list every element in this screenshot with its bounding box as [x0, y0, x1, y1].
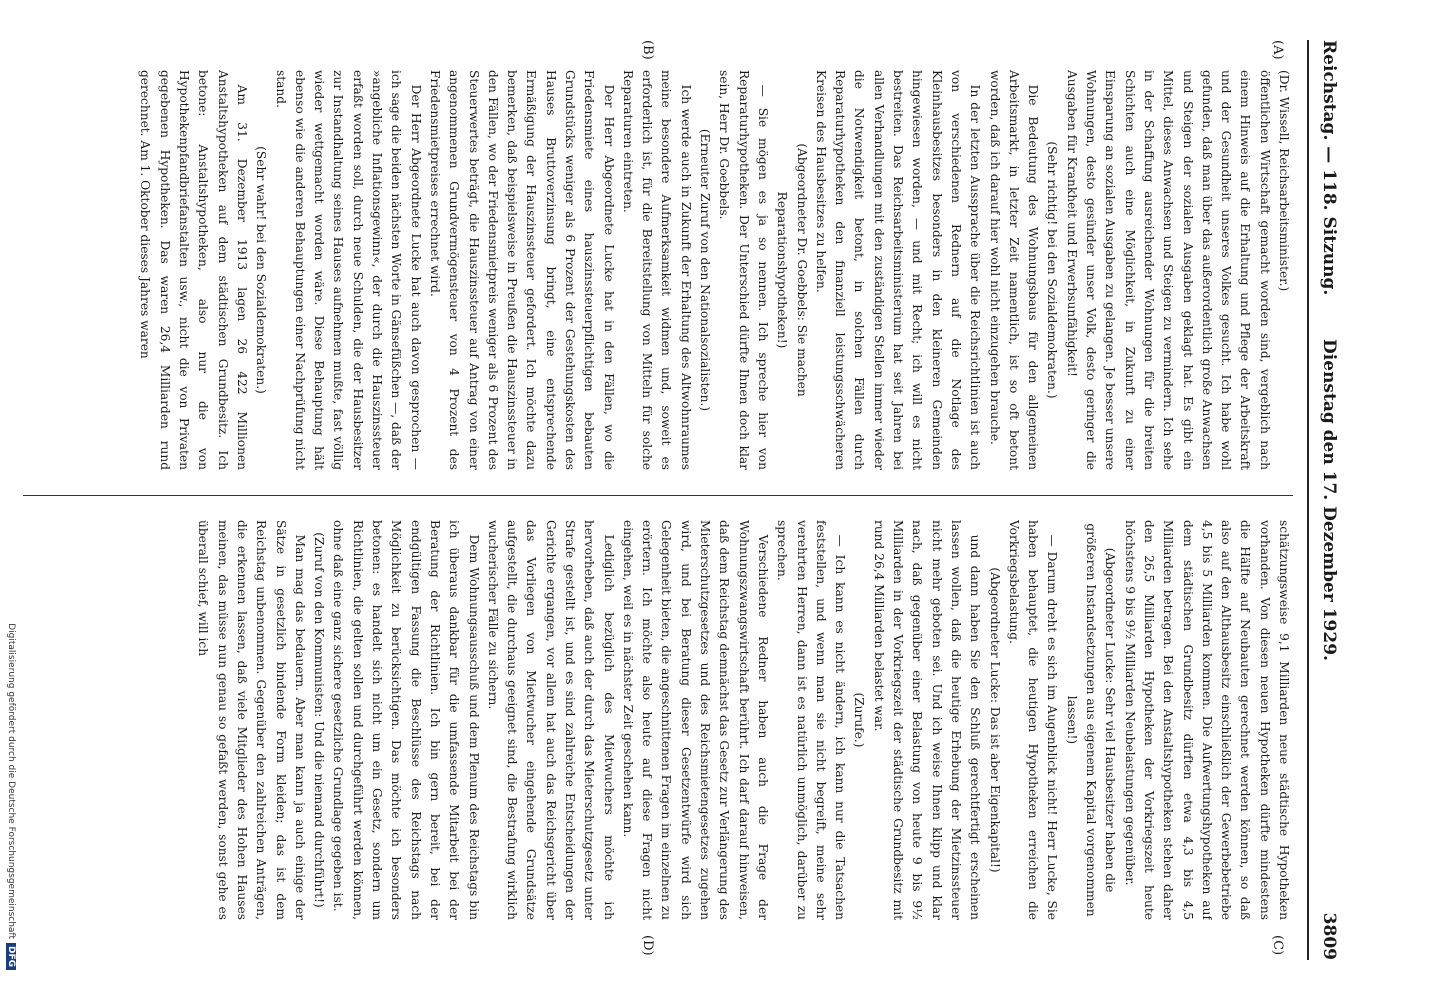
interjection: (Abgeordneter Lucke: Sehr viel Hausbesitzer haben die größeren Instandsetzungen aus eigenem Kapital vorgenommen lassen!) — [1064, 523, 1118, 917]
credit-text: Digitalisierung gefördert durch die Deutsche Forschungsgemeinschaft — [6, 623, 16, 939]
paragraph: — Ich kann es nicht ändern, ich kann nur die Tatsachen feststellen, und wenn man sie nicht begreift, meine sehr verehrten Herren, dann ist es natürlich unmöglich, darüber zu sprechen. — [775, 520, 848, 920]
paragraph: Verschiedene Redner haben auch die Frage der Wohnungszwangswirtschaft berührt. Ich darf darauf hinweisen, daß dem Reichstag demnächst das Gesetz zur Verlängerung des Mieterschutzgesetzes und des Reichsmietengesetzes zugehen wird, und bei Beratung dieser Gesetzentwürfe wird sich Gelegenheit bieten, die angeschnittenen Fragen im einzelnen zu erörtern. Ich möchte also heute auf diese Fragen nicht eingehen, weil es in nächster Zeit geschehen kann. — [620, 520, 770, 920]
interjection: (Zuruf von den Kommunisten: Und die niemand durchführt!) — [312, 532, 327, 908]
text-column-left — [23, 70, 1293, 470]
paragraph: schätzungsweise 9,1 Milliarden neue städtische Hypotheken vorhanden. Von diesen neuen Hypotheken dürfte mindestens die Hälfte auf Neubauten gerechnet werden können, so daß also auf den Althausbesitz einschließlich der Gewerbebetriebe 4,5 bis 5 Milliarden kommen. Die Aufwertungshypotheken auf dem städtischen Grundbesitz dürften etwa 4,3 bis 4,5 Milliarden betragen. Bei den Anstaltshypotheken stehen daher den 26,5 Milliarden Hypotheken der Vorkriegszeit heute höchstens 9 bis 9½ Milliarden Neubelastungen gegenüber. — [1122, 520, 1291, 920]
paragraph: Ich werde auch in Zukunft der Erhaltung des Altwohnraumes meine besondere Aufmerksamkeit widmen und, soweit es erforderlich ist, für die Bereitstellung von Mitteln für solche Reparaturen eintreten. — [620, 70, 693, 470]
dfg-logo: DFG — [6, 943, 16, 970]
paragraph: öffentlichen Wirtschaft gemacht worden sind, vergeblich nach einem Hinweis auf die Erhaltung und Pflege der Arbeitskraft und der Gesundheit unseres Volkes gesucht. Ich habe wohl gefunden, daß man über das außerordentlich große Anwachsen und Steigen der sozialen Ausgaben geklagt hat. Es gibt ein Mittel, dieses Anwachsen und Steigen zu vermindern. Ich sehe in der Schaffung ausreichender Wohnungen für die breiten Schichten auch eine Möglichkeit, in Zukunft zu einer Einsparung an sozialen Ausgaben zu gelangen. Je besser unsere Wohnungen, desto gesünder unser Volk, desto geringer die Ausgaben für Krankheit und Erwerbsunfähigkeit! — [1064, 70, 1272, 470]
paragraph: Dem Wohnungsausschuß und dem Plenum des Reichstags bin ich überaus dankbar für die umfassende Mitarbeit bei der Beratung der Richtlinien. Ich bin gern bereit, bei der endgültigen Fassung die Beschlüsse des Reichstags nach Möglichkeit zu berücksichtigen. Das möchte ich besonders betonen: es handelt sich nicht um ein Gesetz, sondern um Richtlinien, die gelten sollen und durchgeführt werden können, ohne daß eine ganz sichere gesetzliche Grundlage gegeben ist. — [331, 520, 481, 920]
interjection: (Zurufe.) — [852, 692, 867, 748]
page-number: 3809 — [1319, 912, 1339, 960]
interjection: (Sehr wahr! bei den Sozialdemokraten.) — [254, 146, 269, 394]
paragraph: Am 31. Dezember 1913 lagen 26 422 Millionen Anstaltshypotheken auf dem städtischen Grundbesitz. Ich betone: Anstaltshypotheken, also nur die von Hypothekenpfandbriefanstalten usw., nicht die von Privaten gegebenen Hypotheken. Das waren 26,4 Milliarden rund gerechnet. Am 1. Oktober dieses Jahres waren — [138, 70, 249, 470]
paragraph: In der letzten Aussprache über die Reichsrichtlinien ist auch von verschiedenen Rednern auf die Notlage des Kleinhausbesitzes besonders in den kleineren Gemeinden hingewiesen worden, — und mit Recht; ich will es nicht bestreiten. Das Reichsarbeitsministerium hat seit Jahren bei allen Verhandlungen mit den zuständigen Stellen immer wieder die Notwendigkeit betont, in solchen Fällen durch Reparaturhypotheken den finanziell leistungsschwächeren Kreisen des Hausbesitzes zu helfen. — [813, 70, 983, 470]
margin-marker-b: (B) — [640, 40, 655, 60]
margin-marker-c: (C) — [1270, 935, 1285, 956]
paragraph: (Dr. Wissell, Reichsarbeitsminister.) — [1277, 70, 1291, 292]
header-left: Reichstag. — 118. Sitzung. — [1319, 40, 1339, 296]
paragraph: — Darum dreht es sich im Augenblick nicht! Herr Lucke, Sie haben behauptet, die heutigen Hypotheken erreichen die Vorkriegsbelastung. — [1006, 520, 1060, 920]
paragraph: Der Herr Abgeordnete Lucke hat auch davon gesprochen — ich sage die beiden nächsten Worte in Gänsefüßchen —, daß der »angebliche Inflationsgewinn«, der durch die Hauszinssteuer erfaßt worden soll, durch neue Schulden, die der Hausbesitzer zur Instandhaltung seines Hauses aufnehmen mußte, fast völlig wieder wettgemacht worden wäre. Diese Behauptung hält ebenso wie die anderen Behauptungen einer Nachprüfung nicht stand. — [273, 70, 423, 470]
interjection: (Abgeordneter Dr. Goebbels: Sie machen Reparationshypotheken!) — [775, 143, 809, 397]
page-header — [1307, 40, 1345, 960]
digitization-credit — [6, 0, 16, 1000]
text-column-right — [23, 520, 1293, 920]
margin-marker-a: (A) — [1270, 40, 1285, 60]
paragraph: und dann haben Sie den Schluß gerechtfertigt erscheinen lassen wollen, daß die heutige Erhebung der Mietzinssteuer nicht mehr geboten sei. Und ich weise Ihnen klipp und klar nach, daß gegenüber einer Belastung von heute 9 bis 9½ Milliarden in der Vorkriegszeit der städtische Grundbesitz mit rund 26,4 Milliarden belastet war. — [871, 520, 983, 920]
column-divider — [23, 495, 1293, 496]
interjection: (Erneuter Zuruf von den Nationalsozialisten.) — [698, 128, 713, 412]
margin-marker-d: (D) — [640, 935, 655, 956]
interjection: (Sehr richtig! bei den Sozialdemokraten.) — [1045, 141, 1060, 399]
paragraph: Die Bedeutung des Wohnungsbaus für den allgemeinen Arbeitsmarkt, in letzter Zeit namentlich, ist so oft betont worden, daß ich darauf hier wohl nicht einzugehen brauche. — [987, 70, 1041, 470]
paragraph: Man mag das bedauern. Aber man kann ja auch einige der Sätze in gesetzlich bindende Form kleiden; das ist dem Reichstag unbenommen. Gegenüber den zahlreichen Anträgen, die erkennen lassen, daß viele Mitglieder des Hohen Hauses meinen, das müsse nun genau so gefaßt werden, sonst gehe es überall schief, will ich — [196, 520, 307, 920]
paragraph: — Sie mögen es ja so nennen. Ich spreche hier von Reparaturhypotheken. Der Unterschied dürfte Ihnen doch klar sein, Herr Dr. Goebbels. — [717, 70, 770, 470]
interjection: (Abgeordneter Lucke: Das ist aber Eigenkapital!) — [987, 567, 1002, 873]
header-date: Dienstag den 17. Dezember 1929. — [1319, 339, 1339, 661]
paragraph: Lediglich bezüglich des Mietwuchers möchte ich hervorheben, daß auch der durch das Mieterschutzgesetz unter Strafe gestellt ist, und es sind zahlreiche Entscheidungen der Gerichte ergangen, vor allem hat auch das Reichsgericht über das Vorliegen von Mietwucher eingehende Grundsätze aufgestellt, die durchaus geeignet sind, die Bestrafung wirklich wucherischer Fälle zu sichern. — [485, 520, 616, 920]
paragraph: Der Herr Abgeordnete Lucke hat in den Fällen, wo die Friedensmiete eines hauszinssteuerpflichtigen bebauten Grundstücks weniger als 6 Prozent der Gestehungskosten des Hauses Bruttoverzinsung bringt, eine entsprechende Ermäßigung der Hauszinssteuer gefordert. Ich möchte dazu bemerken, daß beispielsweise in Preußen die Hauszinssteuer in den Fällen, wo der Friedensmietpreis weniger als 6 Prozent des Steuerwertes beträgt, die Hauszinssteuer auf Antrag von einer angenommenen Grundvermögensteuer von 4 Prozent des Friedensmietpreises errechnet wird. — [427, 70, 616, 470]
